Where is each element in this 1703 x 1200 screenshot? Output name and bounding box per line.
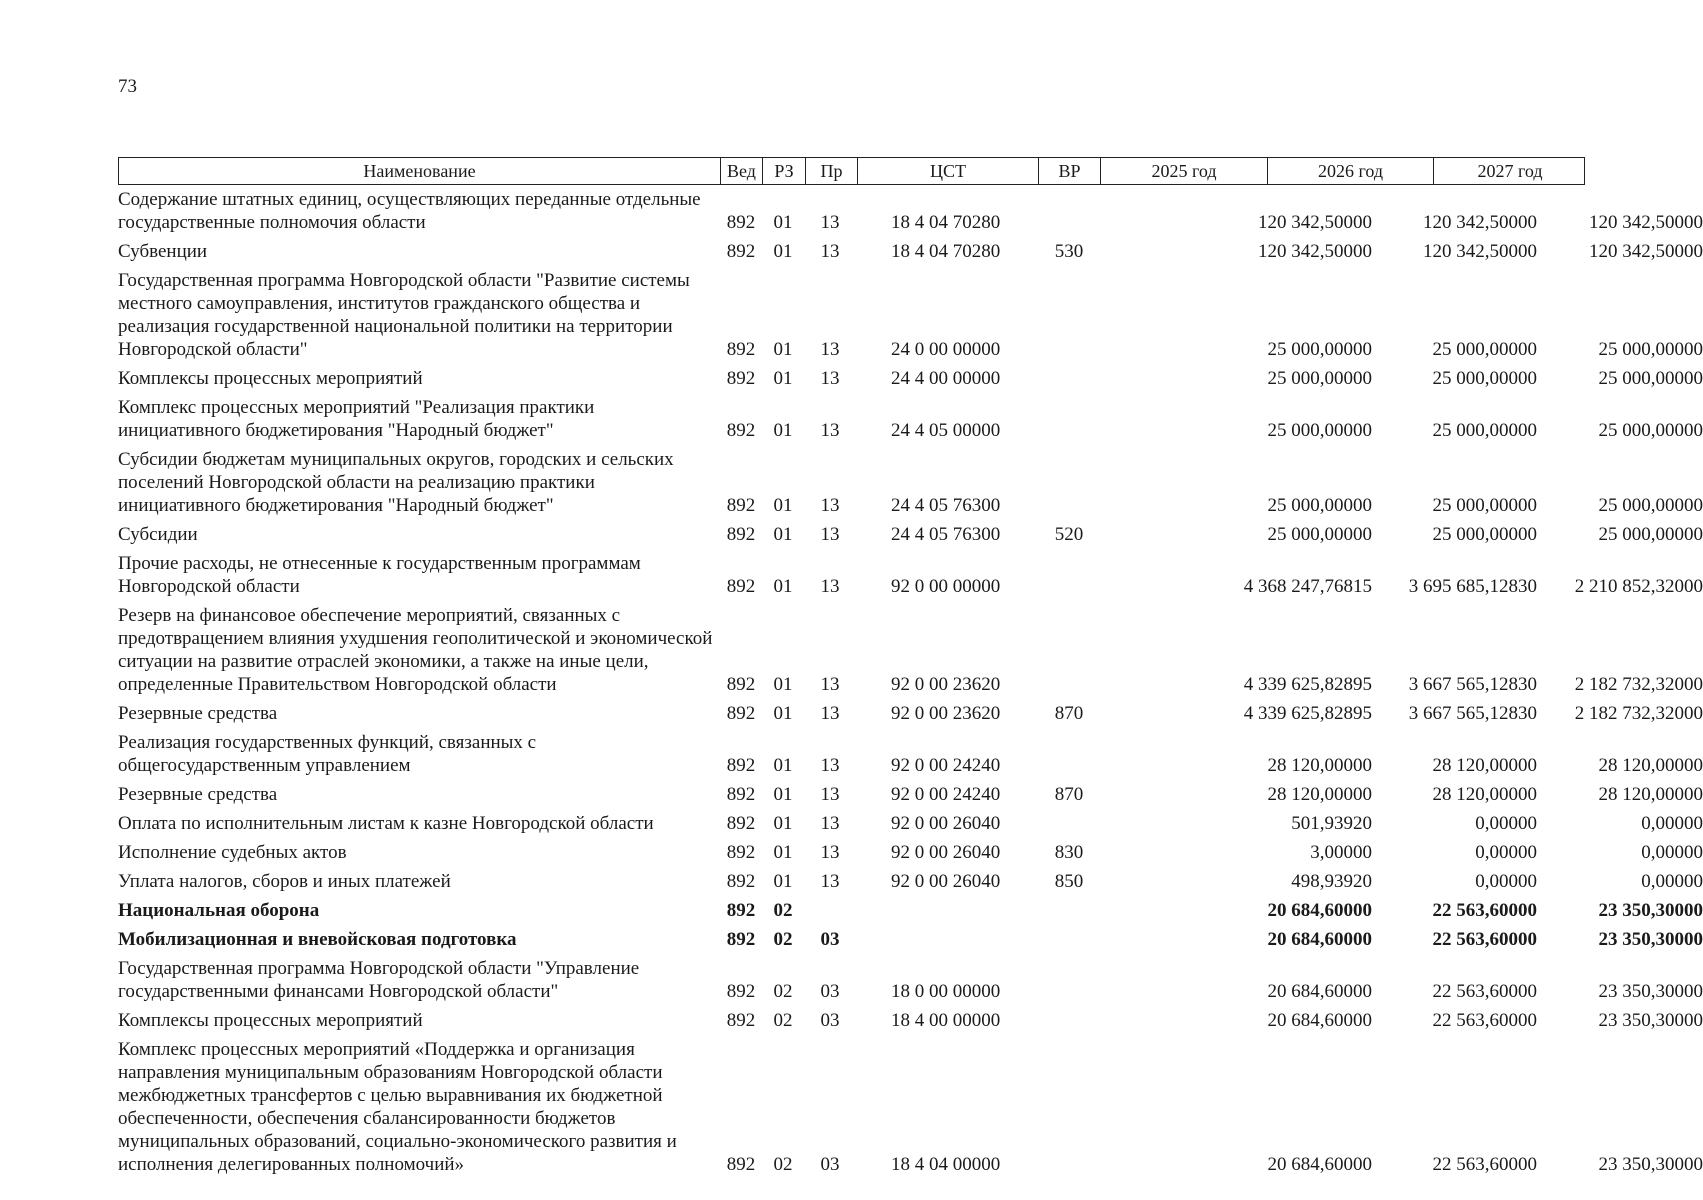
cell-2025: 498,93920	[1291, 871, 1372, 892]
cell-vr: 850	[1054, 871, 1084, 892]
cell-2027: 120 342,50000	[1589, 241, 1703, 262]
cell-2026: 0,00000	[1475, 813, 1537, 834]
cell-2027: 25 000,00000	[1598, 420, 1703, 441]
header-2025: 2025 год	[1101, 158, 1268, 184]
cell-2027: 23 350,30000	[1598, 1010, 1703, 1031]
table-row	[118, 702, 1703, 725]
cell-2027: 25 000,00000	[1598, 495, 1703, 516]
cell-ved: 892	[726, 212, 756, 233]
cell-name: Государственная программа Новгородской области "Управление государственными финансами Новгородской области"	[118, 958, 640, 1002]
cell-2026: 3 667 565,12830	[1408, 674, 1537, 695]
table-header	[118, 157, 1585, 185]
cell-2027: 120 342,50000	[1589, 212, 1703, 233]
cell-ved: 892	[726, 576, 756, 597]
cell-rz: 01	[773, 755, 793, 776]
cell-vr: 870	[1054, 784, 1084, 805]
cell-2025: 25 000,00000	[1267, 524, 1372, 545]
table-row	[118, 841, 1703, 864]
cell-2025: 20 684,60000	[1267, 981, 1372, 1002]
cell-ved: 892	[726, 871, 756, 892]
cell-2027: 0,00000	[1641, 842, 1703, 863]
cell-2026: 22 563,60000	[1432, 981, 1537, 1002]
cell-pr: 13	[820, 241, 840, 262]
cell-2025: 20 684,60000	[1267, 929, 1372, 950]
cell-pr: 03	[820, 1010, 840, 1031]
cell-vr: 830	[1054, 842, 1084, 863]
cell-ved: 892	[726, 784, 756, 805]
table-row	[118, 367, 1703, 390]
cell-rz: 01	[773, 524, 793, 545]
cell-name: Содержание штатных единиц, осуществляющих переданные отдельные государственные полномочия области	[118, 189, 701, 233]
cell-cst: 18 4 04 70280	[891, 212, 1001, 233]
cell-rz: 01	[773, 212, 793, 233]
cell-2027: 0,00000	[1641, 871, 1703, 892]
cell-vr: 870	[1054, 703, 1084, 724]
table-row	[118, 396, 1703, 442]
table-row	[118, 957, 1703, 1003]
cell-name: Мобилизационная и вневойсковая подготовка	[118, 929, 517, 950]
cell-rz: 02	[773, 900, 793, 921]
table-row	[118, 928, 1703, 951]
cell-cst: 24 4 05 76300	[891, 524, 1001, 545]
cell-2027: 2 182 732,32000	[1574, 703, 1703, 724]
cell-pr: 13	[820, 703, 840, 724]
cell-pr: 13	[820, 842, 840, 863]
cell-2027: 23 350,30000	[1598, 981, 1703, 1002]
cell-pr: 13	[820, 674, 840, 695]
cell-2026: 25 000,00000	[1432, 495, 1537, 516]
cell-cst: 92 0 00 24240	[891, 784, 1001, 805]
cell-ved: 892	[726, 900, 756, 921]
cell-pr: 13	[820, 368, 840, 389]
cell-vr: 520	[1054, 524, 1084, 545]
cell-cst: 18 4 00 00000	[891, 1010, 1001, 1031]
cell-pr: 13	[820, 784, 840, 805]
cell-2025: 4 368 247,76815	[1243, 576, 1372, 597]
table-row	[118, 448, 1703, 517]
cell-2027: 23 350,30000	[1598, 900, 1703, 921]
cell-cst: 18 4 04 70280	[891, 241, 1001, 262]
cell-cst: 92 0 00 26040	[891, 842, 1001, 863]
cell-2027: 28 120,00000	[1598, 784, 1703, 805]
cell-2027: 25 000,00000	[1598, 339, 1703, 360]
cell-rz: 01	[773, 784, 793, 805]
cell-name: Исполнение судебных актов	[118, 842, 347, 863]
cell-ved: 892	[726, 524, 756, 545]
cell-2026: 25 000,00000	[1432, 420, 1537, 441]
cell-cst: 24 4 05 76300	[891, 495, 1001, 516]
cell-2025: 120 342,50000	[1258, 212, 1372, 233]
cell-2025: 501,93920	[1291, 813, 1372, 834]
cell-ved: 892	[726, 755, 756, 776]
cell-2025: 28 120,00000	[1267, 755, 1372, 776]
cell-2025: 25 000,00000	[1267, 368, 1372, 389]
cell-name: Субвенции	[118, 241, 208, 262]
cell-rz: 01	[773, 495, 793, 516]
cell-name: Уплата налогов, сборов и иных платежей	[118, 871, 451, 892]
cell-name: Реализация государственных функций, связанных с общегосударственным управлением	[118, 732, 537, 776]
cell-2026: 120 342,50000	[1423, 241, 1537, 262]
cell-cst: 24 4 05 00000	[891, 420, 1001, 441]
table-row	[118, 812, 1703, 835]
cell-2027: 2 210 852,32000	[1574, 576, 1703, 597]
cell-rz: 01	[773, 241, 793, 262]
cell-2027: 25 000,00000	[1598, 524, 1703, 545]
cell-cst: 24 0 00 00000	[891, 339, 1001, 360]
cell-2025: 25 000,00000	[1267, 495, 1372, 516]
cell-ved: 892	[726, 674, 756, 695]
table-row	[118, 1009, 1703, 1032]
table-row	[118, 523, 1703, 546]
table-row	[118, 188, 1703, 234]
cell-rz: 01	[773, 576, 793, 597]
cell-name: Комплекс процессных мероприятий «Поддержка и организация направления муниципальным образованиям Новгородской области межбюджетных трансфертов с целью выравнивания их бюджетной обеспеченности, обеспечения сбалансированности бюджетов муниципальных образований, социально-экономического развития и исполнения делегированных полномочий»	[118, 1039, 677, 1175]
cell-ved: 892	[726, 929, 756, 950]
cell-2026: 120 342,50000	[1423, 212, 1537, 233]
cell-2026: 22 563,60000	[1432, 929, 1537, 950]
cell-2027: 25 000,00000	[1598, 368, 1703, 389]
cell-2027: 23 350,30000	[1598, 929, 1703, 950]
cell-2027: 23 350,30000	[1598, 1154, 1703, 1175]
cell-2026: 28 120,00000	[1432, 784, 1537, 805]
cell-rz: 01	[773, 871, 793, 892]
cell-ved: 892	[726, 339, 756, 360]
cell-rz: 02	[773, 1010, 793, 1031]
table-row	[118, 269, 1703, 361]
cell-name: Комплексы процессных мероприятий	[118, 1010, 423, 1031]
cell-rz: 02	[773, 981, 793, 1002]
cell-name: Резервные средства	[118, 784, 278, 805]
cell-name: Резервные средства	[118, 703, 278, 724]
table-row	[118, 899, 1703, 922]
cell-name: Резерв на финансовое обеспечение мероприятий, связанных с предотвращением влияния ухудшения геополитической и экономической ситуации на развитие отраслей экономики, а также на иные цели, определенные Правительством Новгородской области	[118, 605, 713, 695]
cell-rz: 01	[773, 842, 793, 863]
cell-cst: 92 0 00 00000	[891, 576, 1001, 597]
cell-cst: 92 0 00 24240	[891, 755, 1001, 776]
cell-2025: 25 000,00000	[1267, 339, 1372, 360]
cell-name: Государственная программа Новгородской области "Развитие системы местного самоуправления, институтов гражданского общества и реализация государственной национальной политики на территории Новгородской области"	[118, 270, 690, 360]
table-row	[118, 731, 1703, 777]
cell-rz: 02	[773, 1154, 793, 1175]
table-row	[118, 552, 1703, 598]
cell-pr: 13	[820, 524, 840, 545]
header-rz: РЗ	[763, 158, 806, 184]
cell-cst: 18 4 04 00000	[891, 1154, 1001, 1175]
header-name: Наименование	[119, 158, 721, 184]
header-pr: Пр	[806, 158, 858, 184]
cell-2025: 4 339 625,82895	[1243, 674, 1372, 695]
table-row	[118, 783, 1703, 806]
cell-2026: 25 000,00000	[1432, 368, 1537, 389]
cell-ved: 892	[726, 981, 756, 1002]
cell-rz: 01	[773, 420, 793, 441]
cell-vr: 530	[1054, 241, 1084, 262]
cell-2027: 0,00000	[1641, 813, 1703, 834]
cell-name: Прочие расходы, не отнесенные к государственным программам Новгородской области	[118, 553, 641, 597]
cell-2026: 22 563,60000	[1432, 1154, 1537, 1175]
cell-cst: 92 0 00 26040	[891, 813, 1001, 834]
cell-2026: 25 000,00000	[1432, 339, 1537, 360]
cell-rz: 01	[773, 703, 793, 724]
cell-2025: 120 342,50000	[1258, 241, 1372, 262]
cell-cst: 92 0 00 26040	[891, 871, 1001, 892]
page-number: 73	[118, 76, 137, 97]
cell-ved: 892	[726, 368, 756, 389]
table-row	[118, 240, 1703, 263]
cell-ved: 892	[726, 1154, 756, 1175]
cell-name: Субсидии	[118, 524, 198, 545]
header-2027: 2027 год	[1477, 161, 1543, 181]
header-2026: 2026 год	[1268, 158, 1434, 184]
header-cst: ЦСТ	[858, 158, 1039, 184]
cell-name: Оплата по исполнительным листам к казне Новгородской области	[118, 813, 654, 834]
cell-2027: 2 182 732,32000	[1574, 674, 1703, 695]
cell-ved: 892	[726, 495, 756, 516]
cell-pr: 13	[820, 576, 840, 597]
cell-pr: 13	[820, 339, 840, 360]
cell-2026: 25 000,00000	[1432, 524, 1537, 545]
table-row	[118, 604, 1703, 696]
cell-2026: 22 563,60000	[1432, 900, 1537, 921]
cell-2025: 20 684,60000	[1267, 1154, 1372, 1175]
cell-2025: 28 120,00000	[1267, 784, 1372, 805]
cell-2026: 0,00000	[1475, 871, 1537, 892]
table-row	[118, 870, 1703, 893]
cell-rz: 01	[773, 368, 793, 389]
header-ved: Вед	[721, 158, 763, 184]
cell-pr: 13	[820, 420, 840, 441]
cell-name: Национальная оборона	[118, 900, 320, 921]
table-body	[118, 188, 1703, 1182]
cell-2026: 0,00000	[1475, 842, 1537, 863]
cell-2026: 3 667 565,12830	[1408, 703, 1537, 724]
cell-2025: 20 684,60000	[1267, 1010, 1372, 1031]
cell-rz: 01	[773, 813, 793, 834]
cell-ved: 892	[726, 813, 756, 834]
cell-cst: 18 0 00 00000	[891, 981, 1001, 1002]
cell-ved: 892	[726, 703, 756, 724]
cell-ved: 892	[726, 842, 756, 863]
cell-cst: 92 0 00 23620	[891, 703, 1001, 724]
cell-pr: 13	[820, 755, 840, 776]
cell-rz: 02	[773, 929, 793, 950]
cell-pr: 13	[820, 871, 840, 892]
cell-2026: 3 695 685,12830	[1408, 576, 1537, 597]
header-vr: ВР	[1039, 158, 1101, 184]
cell-pr: 03	[820, 929, 840, 950]
cell-pr: 03	[820, 1154, 840, 1175]
cell-2025: 25 000,00000	[1267, 420, 1372, 441]
cell-rz: 01	[773, 339, 793, 360]
table-row	[118, 1038, 1703, 1176]
cell-rz: 01	[773, 674, 793, 695]
cell-pr: 03	[820, 981, 840, 1002]
cell-pr: 13	[820, 495, 840, 516]
cell-2025: 3,00000	[1310, 842, 1372, 863]
cell-name: Субсидии бюджетам муниципальных округов, городских и сельских поселений Новгородской области на реализацию практики инициативного бюджетирования "Народный бюджет"	[118, 449, 674, 516]
cell-ved: 892	[726, 241, 756, 262]
cell-cst: 92 0 00 23620	[891, 674, 1001, 695]
cell-ved: 892	[726, 1010, 756, 1031]
cell-name: Комплекс процессных мероприятий "Реализация практики инициативного бюджетирования "Народный бюджет"	[118, 397, 595, 441]
cell-2027: 28 120,00000	[1598, 755, 1703, 776]
cell-2025: 4 339 625,82895	[1243, 703, 1372, 724]
cell-pr: 13	[820, 212, 840, 233]
cell-2025: 20 684,60000	[1267, 900, 1372, 921]
cell-2026: 22 563,60000	[1432, 1010, 1537, 1031]
cell-2026: 28 120,00000	[1432, 755, 1537, 776]
cell-pr: 13	[820, 813, 840, 834]
cell-cst: 24 4 00 00000	[891, 368, 1001, 389]
cell-ved: 892	[726, 420, 756, 441]
cell-name: Комплексы процессных мероприятий	[118, 368, 423, 389]
